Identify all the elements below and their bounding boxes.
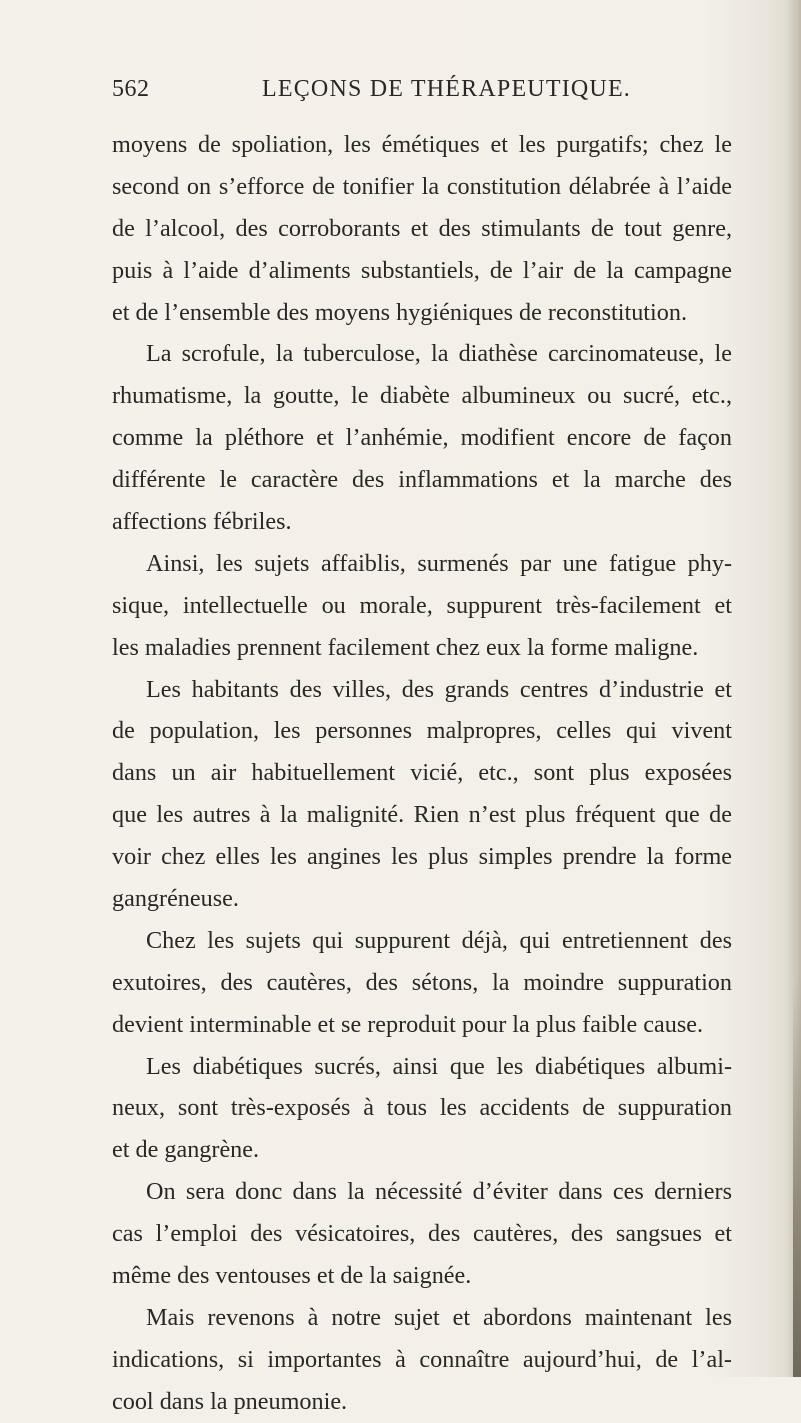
text-line: Chez les sujets qui suppurent déjà, qui entretiennent des (146, 926, 732, 954)
text-line: que les autres à la malignité. Rien n’est plus fréquent que de (112, 801, 732, 829)
text-line: puis à l’aide d’aliments substantiels, de l’air de la campagne (112, 256, 732, 284)
text-line: de l’alcool, des corroborants et des stimulants de tout genre, (112, 214, 732, 242)
text-line: voir chez elles les angines les plus simples prendre la forme (112, 843, 732, 871)
body-text (112, 124, 732, 1423)
text-line: différente le caractère des inflammations et la marche des (112, 466, 732, 494)
text-line: dans un air habituellement vicié, etc., sont plus exposées (112, 759, 732, 787)
text-line: La scrofule, la tuberculose, la diathèse carcinomateuse, le (146, 340, 732, 368)
page-number: 562 (112, 76, 150, 102)
text-line: moyens de spoliation, les émétiques et les purgatifs; chez le (112, 131, 732, 158)
text-line: rhumatisme, la goutte, le diabète albumineux ou sucré, etc., (112, 382, 732, 410)
text-line: On sera donc dans la nécessité d’éviter dans ces derniers (146, 1178, 732, 1206)
page-header (112, 76, 728, 106)
text-line: Mais revenons à notre sujet et abordons maintenant les (146, 1303, 732, 1331)
text-line: cas l’emploi des vésicatoires, des cautères, des sangsues et (112, 1220, 732, 1248)
text-line: Ainsi, les sujets affaiblis, surmenés par une fatigue phy- (146, 549, 732, 577)
text-line: affections fébriles. (112, 508, 292, 536)
text-line: second on s’efforce de tonifier la constitution délabrée à l’aide (112, 172, 732, 200)
text-line: indications, si importantes à connaître aujourd’hui, de l’al- (112, 1345, 732, 1373)
text-line: exutoires, des cautères, des sétons, la moindre suppuration (112, 968, 732, 996)
text-line: et de l’ensemble des moyens hygiéniques de reconstitution. (112, 298, 687, 326)
text-line: devient interminable et se reproduit pour la plus faible cause. (112, 1010, 704, 1038)
text-line: neux, sont très-exposés à tous les accidents de suppuration (112, 1094, 732, 1122)
page-edge-darkening (793, 980, 801, 1377)
text-line: et de gangrène. (112, 1136, 260, 1164)
text-line: cool dans la pneumonie. (112, 1387, 348, 1415)
running-head: LEÇONS DE THÉRAPEUTIQUE. (262, 76, 632, 102)
text-line: les maladies prennent facilement chez eux la forme maligne. (112, 633, 699, 661)
text-line: gangréneuse. (112, 885, 239, 913)
text-line: Les diabétiques sucrés, ainsi que les diabétiques albumi- (146, 1052, 732, 1080)
text-line: de population, les personnes malpropres, celles qui vivent (112, 717, 732, 745)
text-line: sique, intellectuelle ou morale, suppurent très-facilement et (112, 591, 732, 619)
text-line: Les habitants des villes, des grands centres d’industrie et (146, 675, 732, 703)
text-line: comme la pléthore et l’anhémie, modifient encore de façon (112, 424, 732, 452)
text-line: même des ventouses et de la saignée. (112, 1262, 472, 1290)
